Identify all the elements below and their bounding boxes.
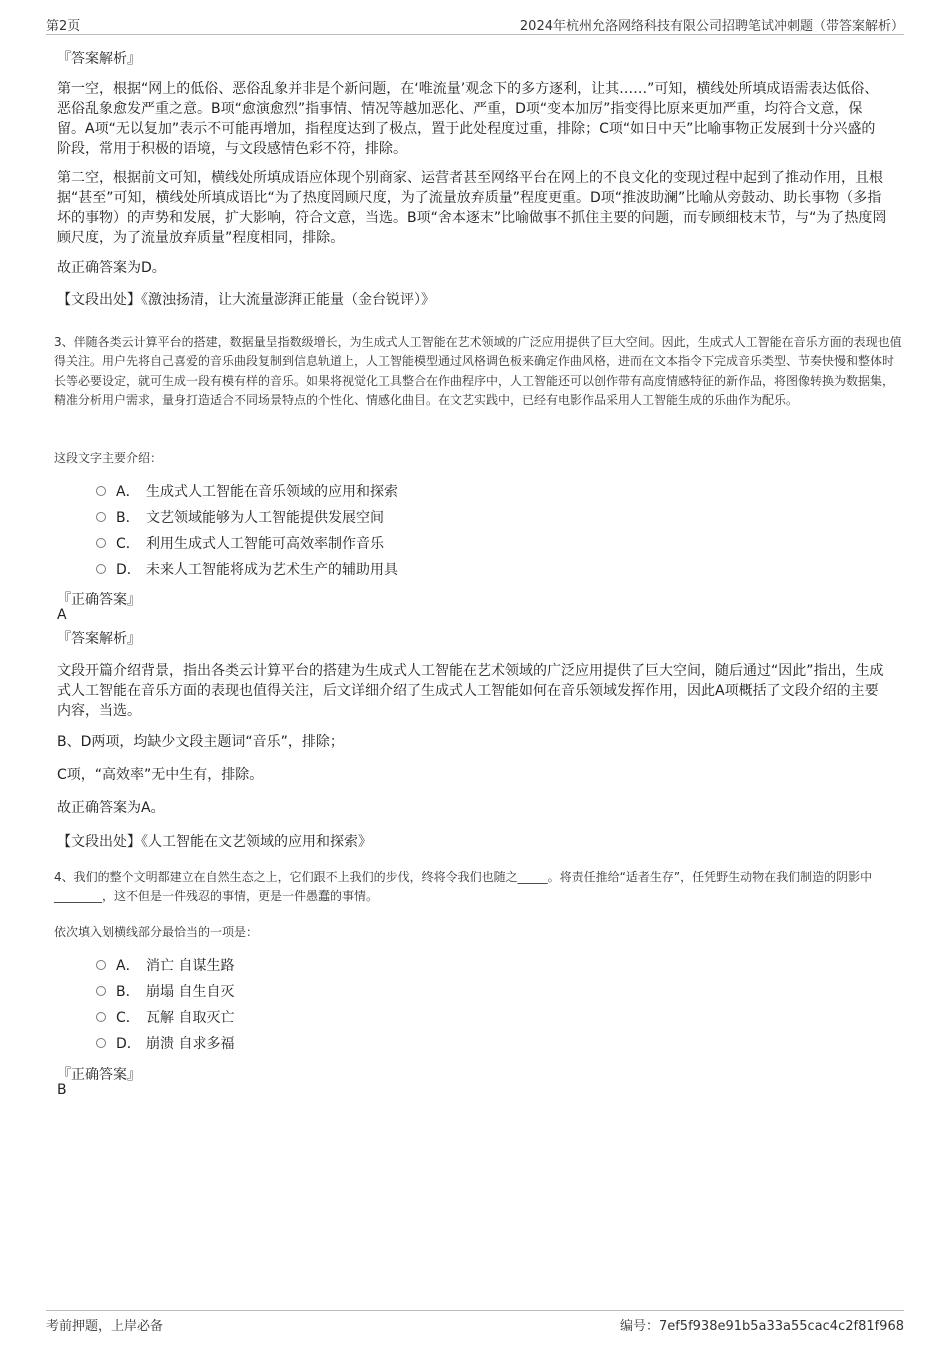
radio-icon[interactable] <box>96 538 106 548</box>
q3-option-b[interactable]: B． 文艺领域能够为人工智能提供发展空间 <box>96 508 384 528</box>
q2-analysis-paragraph-1: 第一空，根据“网上的低俗、恶俗乱象并非是个新问题，在‘唯流量’观念下的多方逐利，让其……”可知，横线处所填成语需表达低俗、恶俗乱象愈发严重之意。B项“愈演愈烈”指事情、情况等越加恶化、严重，D项“变本加厉”指变得比原来更加严重，均符合文意，保留。A项“无以复加”表示不可能再增加，指程度达到了极点，置于此处程度过重，排除；C项“如日中天”比喻事物正发展到十分兴盛的阶段，常用于积极的语境，与文段感情色彩不符，排除。 <box>57 81 879 157</box>
q3-prompt: 这段文字主要介绍： <box>54 451 163 465</box>
q3-analysis-c: C项，“高效率”无中生有，排除。 <box>57 767 264 783</box>
page-number: 第2页 <box>46 19 81 34</box>
q4-correct-answer: B <box>57 1082 67 1098</box>
radio-icon[interactable] <box>96 1012 106 1022</box>
q2-conclusion: 故正确答案为D。 <box>57 260 166 276</box>
q4-option-b[interactable]: B． 崩塌 自生自灭 <box>96 982 234 1002</box>
page-header <box>46 14 904 35</box>
q2-analysis-paragraph-2: 第二空，根据前文可知，横线处所填成语应体现个别商家、运营者甚至网络平台在网上的不良文化的变现过程中起到了推动作用，且根据“甚至”可知，横线处所填成语比“为了热度罔顾尺度，为了流量放弃质量”程度更重。D项“推波助澜”比喻从旁鼓动、助长事物（多指坏的事物）的声势和发展，扩大影响，符合文意，当选。B项“舍本逐末”比喻做事不抓住主要的问题，而专顾细枝末节，与“为了热度罔顾尺度，为了流量放弃质量”程度相同，排除。 <box>57 170 887 246</box>
document-title: 2024年杭州允洛网络科技有限公司招聘笔试冲刺题（带答案解析） <box>519 19 904 34</box>
page-footer <box>46 1310 904 1333</box>
document-id: 编号：7ef5f938e91b5a33a55cac4c2f81f968 <box>619 1319 904 1334</box>
q4-option-a[interactable]: A． 消亡 自谋生路 <box>96 956 234 976</box>
radio-icon[interactable] <box>96 960 106 970</box>
q4-option-c[interactable]: C． 瓦解 自取灭亡 <box>96 1008 234 1028</box>
q3-option-c[interactable]: C． 利用生成式人工智能可高效率制作音乐 <box>96 534 384 554</box>
q4-prompt: 依次填入划横线部分最恰当的一项是： <box>54 925 259 939</box>
radio-icon[interactable] <box>96 564 106 574</box>
radio-icon[interactable] <box>96 1038 106 1048</box>
analysis-label: 『答案解析』 <box>57 631 141 647</box>
q3-option-a[interactable]: A． 生成式人工智能在音乐领域的应用和探索 <box>96 482 398 502</box>
radio-icon[interactable] <box>96 512 106 522</box>
q3-correct-answer: A <box>57 607 67 623</box>
q4-question-text: 4、我们的整个文明都建立在自然生态之上，它们跟不上我们的步伐，终将令我们也随之_____。将责任推给“适者生存”，任凭野生动物在我们制造的阴影中________，这不但是一件残忍的事情，更是一件愚蠢的事情。 <box>54 870 873 904</box>
q2-source: 【文段出处】《激浊扬清，让大流量澎湃正能量（金台锐评）》 <box>57 292 435 308</box>
radio-icon[interactable] <box>96 486 106 496</box>
footer-slogan: 考前押题，上岸必备 <box>46 1319 164 1334</box>
q3-analysis-bd: B、D两项，均缺少文段主题词“音乐”，排除； <box>57 734 344 750</box>
q3-analysis: 文段开篇介绍背景，指出各类云计算平台的搭建为生成式人工智能在艺术领域的广泛应用提供了巨大空间，随后通过“因此”指出，生成式人工智能在音乐方面的表现也值得关注，后文详细介绍了生成式人工智能如何在音乐领域发挥作用，因此A项概括了文段介绍的主要内容，当选。 <box>57 663 884 719</box>
q3-conclusion: 故正确答案为A。 <box>57 800 165 816</box>
correct-answer-label: 『正确答案』 <box>57 592 141 608</box>
q3-source: 【文段出处】《人工智能在文艺领域的应用和探索》 <box>57 834 372 850</box>
q3-question-text: 3、伴随各类云计算平台的搭建，数据量呈指数级增长，为生成式人工智能在艺术领域的广泛应用提供了巨大空间。因此，生成式人工智能在音乐方面的表现也值得关注。用户先将自己喜爱的音乐曲段复制到信息轨道上，人工智能模型通过风格调色板来确定作曲风格，进而在文本指令下完成音乐类型、节奏快慢和整体时长等必要设定，就可生成一段有模有样的音乐。如果将视觉化工具整合在作曲程序中，人工智能还可以创作带有高度情感特征的新作品，将图像转换为数据集，精准分析用户需求，量身打造适合不同场景特点的个性化、情感化曲目。在文艺实践中，已经有电影作品采用人工智能生成的乐曲作为配乐。 <box>54 335 902 407</box>
q4-option-d[interactable]: D． 崩溃 自求多福 <box>96 1034 234 1054</box>
q3-option-d[interactable]: D． 未来人工智能将成为艺术生产的辅助用具 <box>96 560 398 580</box>
radio-icon[interactable] <box>96 986 106 996</box>
analysis-label: 『答案解析』 <box>57 51 141 67</box>
correct-answer-label: 『正确答案』 <box>57 1067 141 1083</box>
